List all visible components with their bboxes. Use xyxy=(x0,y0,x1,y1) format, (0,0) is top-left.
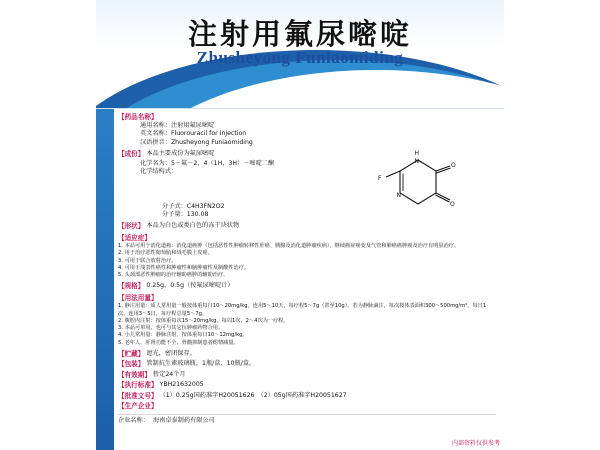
section-appearance xyxy=(118,222,496,231)
storage-heading: 【贮藏】 xyxy=(118,349,145,358)
leaflet-body xyxy=(96,108,504,450)
page-title-pinyin: Zhusheyong Funiaomiding xyxy=(196,48,404,67)
pinyin-name-label: 汉语拼音： xyxy=(140,138,171,146)
indication-item: 5. 头颈部恶性肿瘤的治疗辅助癌肿的辅助治疗。 xyxy=(118,272,229,279)
approval-row xyxy=(118,392,496,401)
right-gutter xyxy=(504,0,600,450)
molecular-weight-row xyxy=(162,211,323,219)
dosage-item: 3. 本品可单用，也可与其它抗肿瘤药物合用。 xyxy=(118,325,224,332)
ingredients-text: 本品主要成份为氟尿嘧啶 xyxy=(146,149,215,157)
indications-heading: 【适应症】 xyxy=(118,234,151,243)
molecular-formula-label: 分子式： xyxy=(162,202,187,210)
standard-heading: 【执行标准】 xyxy=(118,381,158,390)
spec-heading: 【规格】 xyxy=(118,282,145,291)
chemical-name-row xyxy=(140,160,323,168)
manufacturer-heading: 【生产企业】 xyxy=(118,401,158,410)
leaflet-content xyxy=(118,113,496,447)
indication-item: 2. 用于治疗恶性葡萄胎和绒毛膜上皮癌。 xyxy=(118,250,213,257)
svg-text:N: N xyxy=(396,191,401,199)
section-dosage xyxy=(118,294,496,347)
shelf-life-heading: 【有效期】 xyxy=(118,370,151,379)
appearance-row xyxy=(118,222,496,231)
indication-item: 1. 本品可用于消化道癌：消化道癌肿（包括恶性性肿瘤转移性肝癌、胰腺及消化道肿瘤疾病），继续癌症癌变及气管和肺癌癌肿癌及治疗有明显治疗。 xyxy=(118,243,460,250)
standard-value: YBH21632005 xyxy=(159,381,204,389)
storage-value: 遮光，密闭保存。 xyxy=(146,349,196,357)
dosage-item: 4. 小儿常用量：静脉注射，按体重每日10～12mg/kg。 xyxy=(118,332,248,339)
chemical-structure-diagram xyxy=(358,148,478,222)
section-ingredients xyxy=(118,150,496,219)
section-indications xyxy=(118,234,496,279)
molecular-weight-value: 130.08 xyxy=(186,210,209,218)
chemical-name-label: 化学名为： xyxy=(140,159,171,167)
company-value: 海南卓泰制药有限公司 xyxy=(152,416,215,424)
molecular-formula-row xyxy=(162,203,323,211)
svg-text:O: O xyxy=(450,200,455,208)
dosage-item: 5. 老年人、肝肾功能不全、骨髓抑制患者酌情减量。 xyxy=(118,339,239,346)
page-title-cn: 注射用氟尿嘧啶 xyxy=(187,17,412,51)
dosage-item: 1. 静注用量：成人常用量一般按体重每日10～20mg/kg，连用5～10天，每疗程5～7g（甚至10g）。若为静脉滴注，每次按体表面积300～500mg/m²，每日1次，连用3～5日，每疗程总量5～7g。 xyxy=(118,303,487,317)
approval-heading: 【批准文号】 xyxy=(118,391,158,400)
ingredients-heading: 【成份】 xyxy=(118,149,145,158)
footer-note: 内部资料仅供参考 xyxy=(451,440,500,447)
spec-value: 0.25g、0.5g（按氟尿嘧啶计） xyxy=(146,282,234,290)
storage-row xyxy=(118,350,496,359)
section-spec xyxy=(118,282,496,291)
company-row xyxy=(118,414,496,425)
package-row xyxy=(118,360,496,369)
chemical-name-value: 5－氟－2，4（1H，3H）－嘧啶二酮 xyxy=(170,159,275,167)
spec-row xyxy=(118,282,496,291)
pinyin-name-value: Zhusheyong Funiaomiding xyxy=(170,138,253,146)
indication-item: 3. 可用于联合放射治疗。 xyxy=(118,257,177,264)
shelf-life-row xyxy=(118,371,496,380)
company-label: 企业名称： xyxy=(118,416,149,424)
svg-text:N: N xyxy=(414,157,419,165)
package-heading: 【包装】 xyxy=(118,360,145,369)
generic-name-value: 注射用氟尿嘧啶 xyxy=(170,121,215,129)
english-name-value: Fluorouracil for Injection xyxy=(170,130,247,138)
dosage-item: 2. 腹腔内注射：按体重每次15～20mg/kg，每周1次，2～4次为一疗程。 xyxy=(118,317,289,324)
structure-label: 化学结构式： xyxy=(140,168,178,176)
generic-name-label: 通用名称： xyxy=(140,121,171,129)
ingredients-text-column xyxy=(118,150,323,219)
molecular-formula-value: C4H3FN2O2 xyxy=(186,202,225,210)
english-name-label: 英文名称： xyxy=(140,130,171,138)
appearance-heading: 【形状】 xyxy=(118,222,145,231)
drug-name-row xyxy=(140,130,496,138)
drug-name-heading: 【药品名称】 xyxy=(118,113,158,121)
dosage-heading: 【用法用量】 xyxy=(118,294,158,303)
indication-item: 4. 可用于浅表性癌性和肿瘤性和脑肿瘤性及制酸性治疗。 xyxy=(118,264,250,271)
appearance-text: 本品为白色或类白色的冻干块状物 xyxy=(146,222,240,230)
drug-name-row xyxy=(140,139,496,147)
svg-text:F: F xyxy=(378,174,382,182)
manufacturer-row xyxy=(118,402,496,411)
approval-value: （1）0.25g国药准字H20051626 （2）05g国药准字H20051627 xyxy=(159,391,347,399)
molecular-weight-label: 分子量： xyxy=(162,210,187,218)
ingredients-heading-row xyxy=(118,150,323,159)
left-gutter xyxy=(0,0,96,450)
standard-row xyxy=(118,381,496,390)
svg-text:O: O xyxy=(451,161,456,169)
header-banner xyxy=(96,0,504,108)
package-value: 管制抗生素玻璃瓶，1瓶/盒、10瓶/盒。 xyxy=(146,360,256,368)
section-bottom-list xyxy=(118,350,496,411)
shelf-life-value: 暂定24个月 xyxy=(152,370,186,378)
blue-side-strip xyxy=(96,109,114,450)
drug-name-row xyxy=(140,122,496,130)
svg-text:H: H xyxy=(414,149,420,157)
section-drug-name xyxy=(118,113,496,147)
